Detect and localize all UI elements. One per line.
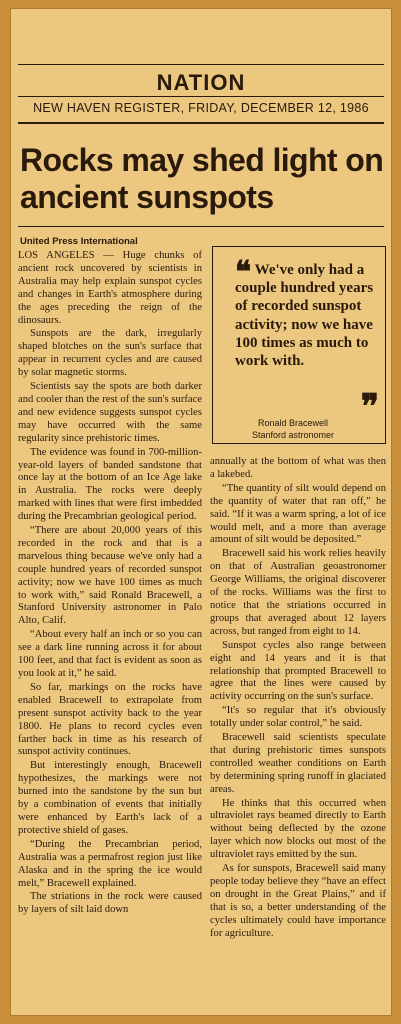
section-label: NATION — [156, 70, 246, 95]
newspaper-clipping — [10, 8, 392, 1016]
paragraph: “The quantity of silt would depend on the quantity of water that ran off,” he said. “If it was a warm spring, a lot of ice would melt, and a more than average amount of silt would be deposited.” — [210, 482, 386, 546]
headline-rule — [18, 226, 384, 227]
top-rule — [18, 64, 384, 65]
article-column-2 — [210, 456, 386, 942]
paragraph: The striations in the rock were caused by layers of silt laid down — [18, 891, 202, 916]
paragraph: Bracewell said scientists speculate that during prehistoric times sunspots controlled weather conditions on Earth by determining spring runoff in glaciated areas. — [210, 732, 386, 795]
open-quote-mark: ❝ — [235, 255, 252, 290]
quote-author-title: Stanford astronomer — [251, 430, 335, 440]
paragraph: But interestingly enough, Bracewell hypothesizes, the markings were not burned into the sandstone by the sun but by a combination of events that initially were enhanced by Earth's lack of a protective shield of gases. — [18, 760, 202, 836]
quote-author-name: Ronald Bracewell — [257, 418, 329, 428]
paragraph: He thinks that this occurred when ultraviolet rays beamed directly to Earth without being deflected by the ozone layer which now blocks out most of the ultraviolet rays emitted by the sun. — [210, 797, 386, 861]
close-quote-mark: ❞ — [360, 387, 379, 427]
paragraph: “About every half an inch or so you can see a dark line running across it for about 100 feet, and that fact is evident as soon as you look at it,” he said. — [18, 629, 202, 679]
pull-quote-text: We've only had a couple hundred years of recorded sunspot activity; now we have 100 times as much to work with. — [235, 262, 374, 370]
paragraph: The evidence was found in 700-million-year-old layers of banded sandstone that once lay at the bottom of an Ice Age lake in Australia. The rocks were deeply marked with lines that were first imbedded during the Precambrian geological period. — [18, 446, 202, 523]
paragraph: LOS ANGELES — Huge chunks of ancient rock uncovered by scientists in Australia may help explain sunspot cycles and changes in Earth's atmosphere during the ages preceding the reign of the dinosaurs. — [18, 250, 202, 326]
byline: United Press International — [20, 236, 138, 247]
article-column-1 — [18, 250, 202, 918]
paragraph: “There are about 20,000 years of this recorded in the rock and that is a marvelous thing because we've only had a couple hundred years of recorded sunspot activity; now we have 100 times as much to work with,” said Ronald Bracewell, a Stanford University astronomer in Palo Alto, Calif. — [18, 525, 202, 627]
section-rule — [18, 96, 384, 97]
paragraph: Sunspot cycles also range between eight and 14 years and it is that relationship that prompted Bracewell to agree that the lines were caused by activity occurring on the sun's surface. — [210, 639, 386, 703]
dateline-rule — [18, 122, 384, 124]
paragraph: annually at the bottom of what was then a lakebed. — [210, 456, 386, 480]
paragraph: As for sunspots, Bracewell said many people today believe they “have an effect on drought in the Great Plains,” and if that is so, a better understanding of the cycles ultimately could have importance for agriculture. — [210, 863, 386, 939]
paragraph: Sunspots are the dark, irregularly shaped blotches on the sun's surface that appear in recurrent cycles and are caused by solar magnetic storms. — [18, 328, 202, 379]
pull-quote-attribution — [233, 417, 353, 441]
paragraph: Scientists say the spots are both darker and cooler than the rest of the sun's surface and new evidence suggests sunspot cycles may have occurred with the same regularity since prehistoric times. — [18, 381, 202, 444]
paragraph: “It's so regular that it's obviously totally under solar control,” he said. — [210, 705, 386, 730]
pull-quote — [235, 255, 375, 370]
paragraph: So far, markings on the rocks have enabled Bracewell to extrapolate from present sunspot activity back to the year 1800. He plans to record cycles even farther back in time as his research of sunspot activity continues. — [18, 681, 202, 758]
pull-quote-box — [212, 246, 386, 444]
headline: Rocks may shed light on ancient sunspots — [20, 142, 384, 215]
dateline: NEW HAVEN REGISTER, FRIDAY, DECEMBER 12, 1986 — [33, 101, 369, 115]
paragraph: “During the Precambrian period, Australia was a permafrost region just like Alaska and in the spring the ice would melt,” Bracewell explained. — [18, 838, 202, 889]
paragraph: Bracewell said his work relies heavily on that of Australian geoastronomer George Williams, the original discoverer of the rocks. Williams was the first to notice that the striations occurred in groups that averaged about 12 layers across, but ranged from eight to 14. — [210, 548, 386, 637]
